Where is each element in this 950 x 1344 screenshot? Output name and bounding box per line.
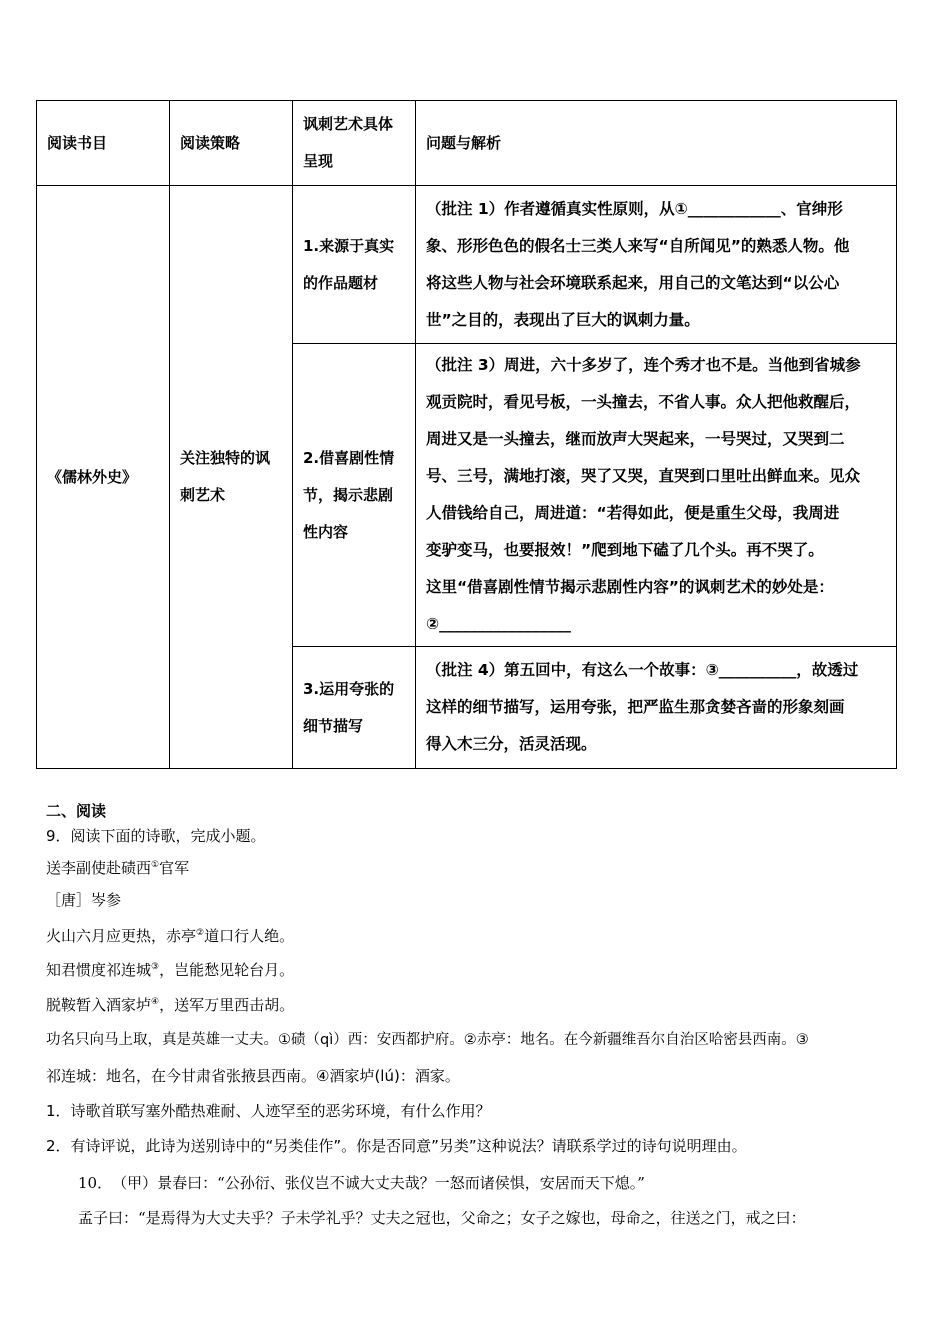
strategy-cell: 关注独特的讽刺艺术 xyxy=(170,186,293,769)
line: 将这些人物与社会环境联系起来，用自己的文笔达到“以公心 xyxy=(426,273,840,292)
footnote-mark: ② xyxy=(196,928,205,938)
poem-title-text: 送李副使赴碛西 xyxy=(46,859,152,877)
table-header-row xyxy=(37,101,897,186)
line: 周进又是一头撞去，继而放声大哭起来，一号哭过，又哭到二 xyxy=(426,430,845,448)
header-analysis: 问题与解析 xyxy=(416,101,897,186)
line: 这样的细节描写，运用夸张，把严监生那贪婪吝啬的形象刻画 xyxy=(426,698,845,716)
header-aspect: 讽刺艺术具体呈现 xyxy=(293,101,416,186)
footnote-mark: ① xyxy=(151,860,160,870)
line: 得入木三分，活灵活现。 xyxy=(426,735,597,753)
line: 象、形形色色的假名士三类人来写“自所闻见”的熟悉人物。他 xyxy=(426,236,850,255)
t: ，岂能愁见轮台月。 xyxy=(159,961,295,979)
analysis-cell xyxy=(416,344,897,647)
line: 观贡院时，看见号板，一头撞去，不省人事。众人把他救醒后， xyxy=(426,393,861,411)
footnote-mark: ③ xyxy=(151,962,160,972)
aspect-cell: 1.来源于真实的作品题材 xyxy=(293,186,416,344)
line: 变驴变马，也要报效！”爬到地下磕了几个头。再不哭了。 xyxy=(426,541,824,559)
poem-line xyxy=(46,925,294,946)
analysis-cell xyxy=(416,647,897,769)
poem-notes: 功名只向马上取，真是英雄一丈夫。①碛（qì）西：安西都护府。②赤亭：地名。在今新疆维吾尔自治区哈密县西南。③ xyxy=(46,1032,809,1048)
poem-title xyxy=(46,857,189,878)
reading-table xyxy=(36,100,897,769)
poem-line xyxy=(46,959,294,980)
question-10: 10． （甲）景春曰：“公孙衍、张仪岂不诚大丈夫哉？一怒而诸侯惧，安居而天下熄。” xyxy=(78,1174,645,1192)
question-9: 9．阅读下面的诗歌，完成小题。 xyxy=(46,827,266,845)
poem-line xyxy=(46,994,294,1015)
table-row xyxy=(37,186,897,344)
aspect-cell: 3.运用夸张的细节描写 xyxy=(293,647,416,769)
t: ，送军万里西击胡。 xyxy=(159,996,295,1014)
analysis-cell xyxy=(416,186,897,344)
footnote-mark: ④ xyxy=(151,997,160,1007)
line: 人借钱给自己，周进道：“若得如此，便是重生父母，我周进 xyxy=(426,504,840,522)
question-9-1: 1．诗歌首联写塞外酷热难耐、人迹罕至的恶劣环境，有什么作用？ xyxy=(46,1102,491,1120)
line: 这里“借喜剧性情节揭示悲剧性内容”的讽刺艺术的妙处是： xyxy=(426,578,834,596)
t: 道口行人绝。 xyxy=(204,927,295,945)
header-book: 阅读书目 xyxy=(37,101,170,186)
line: （批注 1）作者遵循真实性原则，从①____________、官绅形 xyxy=(426,199,843,218)
poem-author: ［唐］岑参 xyxy=(46,891,122,909)
t: 火山六月应更热，赤亭 xyxy=(46,927,197,945)
question-9-2: 2．有诗评说，此诗为送别诗中的“另类佳作”。你是否同意”另类”这种说法？请联系学过的诗句说明理由。 xyxy=(46,1137,747,1155)
line: ②_________________ xyxy=(426,615,571,633)
t: 知君惯度祁连城 xyxy=(46,961,152,979)
book-cell: 《儒林外史》 xyxy=(37,186,170,769)
line: （批注 3）周进，六十多岁了，连个秀才也不是。当他到省城参 xyxy=(426,356,861,374)
line: 号、三号，满地打滚，哭了又哭，直哭到口里吐出鲜血来。见众 xyxy=(426,467,861,485)
section-heading: 二、阅读 xyxy=(46,802,107,820)
poem-notes: 祁连城：地名，在今甘肃省张掖县西南。④酒家垆(lú)：酒家。 xyxy=(46,1067,460,1085)
t: 脱鞍暂入酒家垆 xyxy=(46,996,152,1014)
line: （批注 4）第五回中，有这么一个故事：③__________，故透过 xyxy=(426,661,859,679)
line: 世”之目的，表现出了巨大的讽刺力量。 xyxy=(426,310,700,329)
poem-title-text: 官军 xyxy=(159,859,190,877)
question-10-text: 孟子曰：“是焉得为大丈夫乎？子未学礼乎？丈夫之冠也，父命之；女子之嫁也，母命之，往送之门，戒之曰： xyxy=(78,1209,806,1227)
aspect-cell: 2.借喜剧性情节，揭示悲剧性内容 xyxy=(293,344,416,647)
header-strategy: 阅读策略 xyxy=(170,101,293,186)
